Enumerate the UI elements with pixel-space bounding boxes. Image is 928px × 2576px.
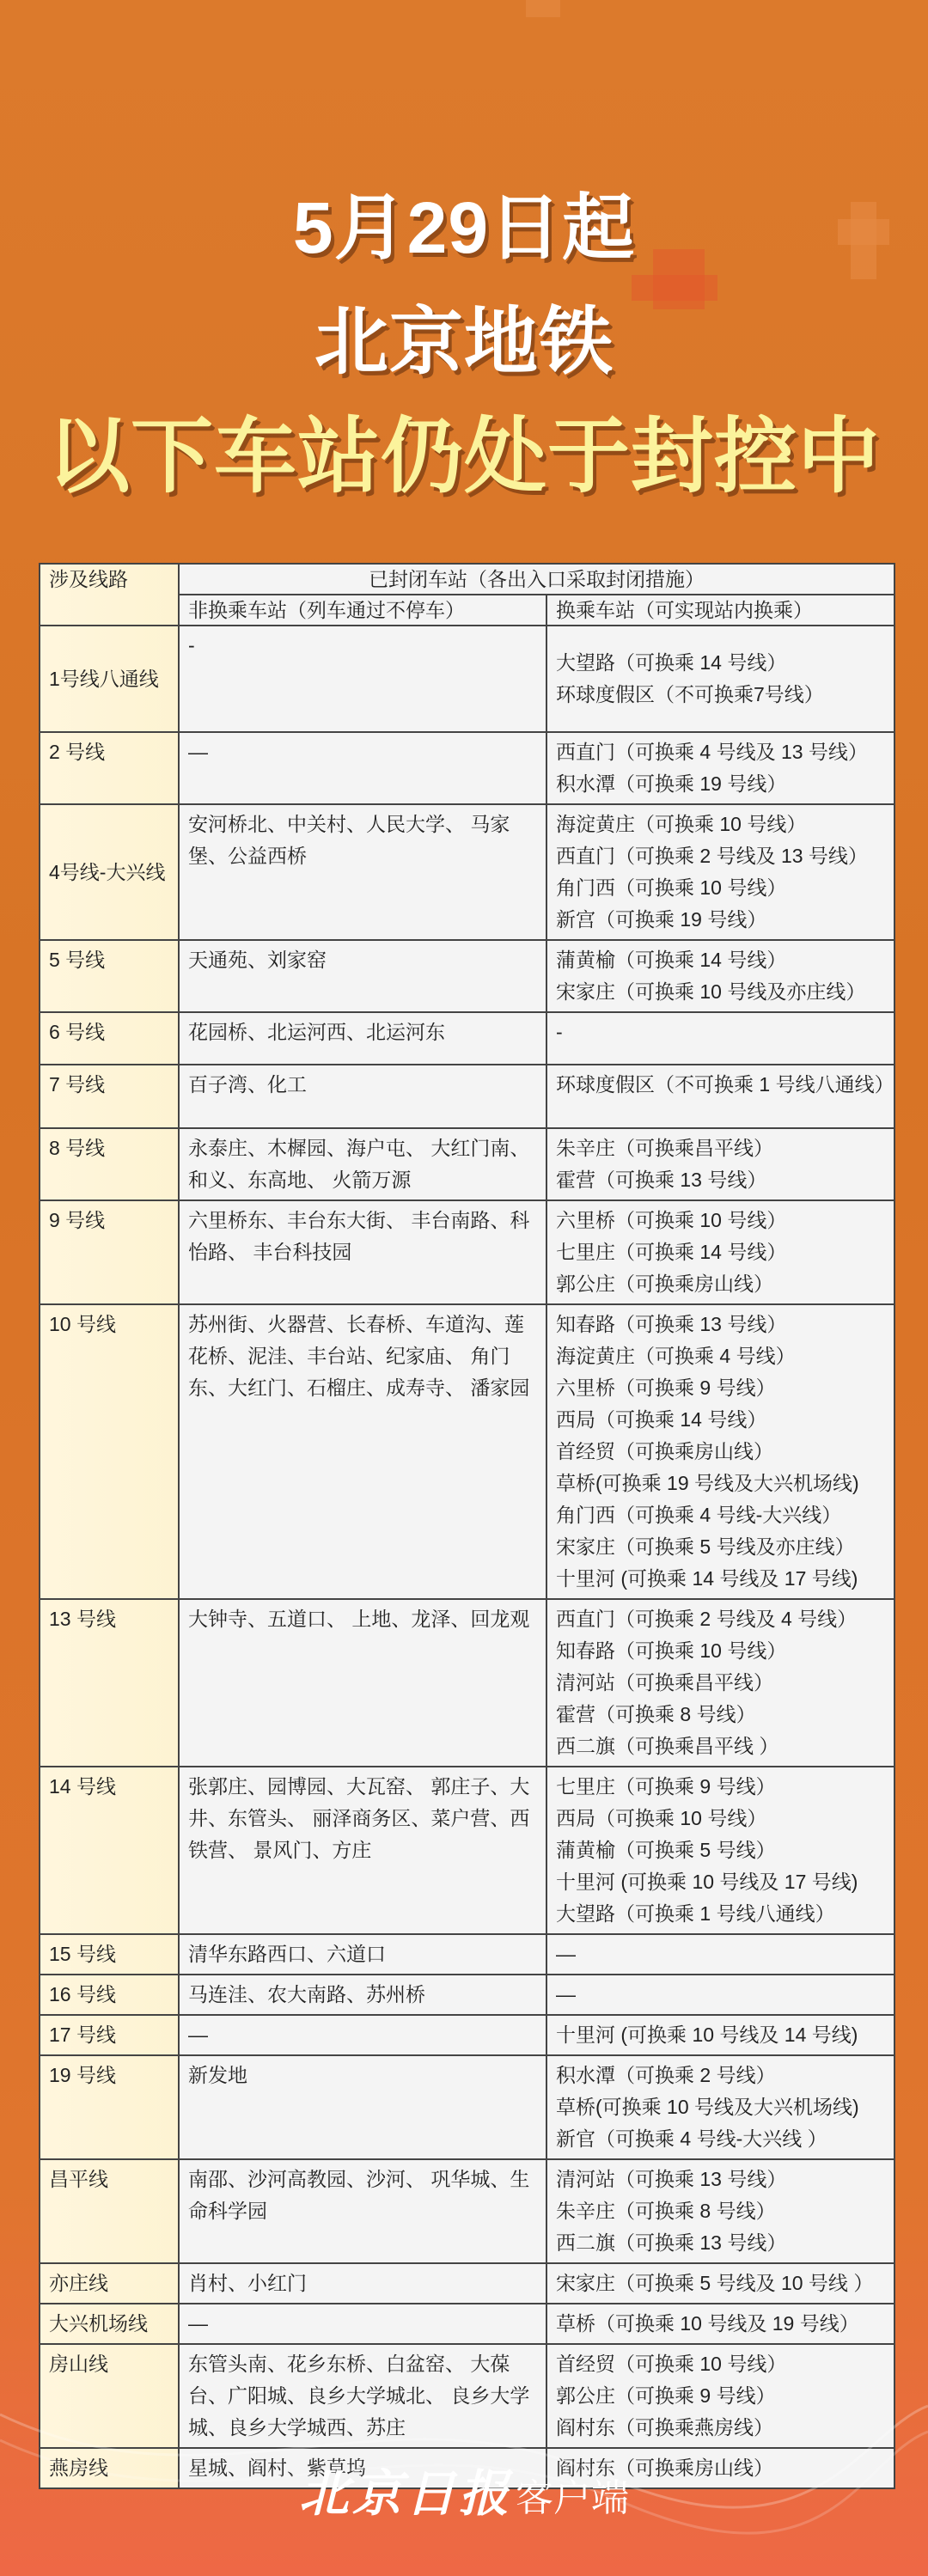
table-row [40,1012,894,1065]
non-transfer-stations: 清华东路西口、六道口 [179,1934,546,1975]
transfer-stations [546,1934,894,1975]
transfer-station: 草桥(可换乘 19 号线及大兴机场线) [556,1472,859,1494]
transfer-station: 七里庄（可换乘 14 号线） [556,1241,787,1263]
line-name: 2 号线 [40,732,179,804]
transfer-station: — [556,1983,576,2005]
transfer-station: 角门西（可换乘 10 号线） [556,876,787,899]
non-transfer-stations: 安河桥北、中关村、人民大学、 马家堡、公益西桥 [179,804,546,940]
transfer-station: 阎村东（可换乘房山线） [556,2457,773,2479]
table-row [40,2015,894,2055]
non-transfer-stations: 马连洼、农大南路、苏州桥 [179,1975,546,2015]
transfer-stations [546,1599,894,1767]
transfer-station: 宋家庄（可换乘 5 号线及亦庄线） [556,1535,855,1558]
transfer-station: 积水潭（可换乘 2 号线） [556,2064,776,2086]
transfer-station: 六里桥（可换乘 10 号线） [556,1209,787,1231]
title-date: 5月29日起 [292,187,636,268]
transfer-stations [546,2304,894,2344]
transfer-station: 清河站（可换乘 13 号线） [556,2168,787,2190]
non-transfer-stations: 六里桥东、丰台东大街、 丰台南路、科怡路、 丰台科技园 [179,1200,546,1304]
transfer-station: 蒲黄榆（可换乘 5 号线） [556,1839,776,1861]
transfer-station: 霍营（可换乘 13 号线） [556,1169,767,1191]
non-transfer-stations: 百子湾、化工 [179,1065,546,1128]
transfer-stations [546,2055,894,2159]
transfer-stations [546,1128,894,1200]
non-transfer-stations: — [179,2304,546,2344]
header-non-transfer: 非换乘车站（列车通过不停车） [179,595,546,626]
transfer-stations [546,2015,894,2055]
non-transfer-stations: 新发地 [179,2055,546,2159]
non-transfer-stations: 星城、阎村、紫草坞 [179,2448,546,2488]
table-row [40,2055,894,2159]
transfer-station: - [556,1021,563,1043]
brand-suffix: 客户端 [516,2477,629,2519]
table-row [40,2304,894,2344]
line-name: 19 号线 [40,2055,179,2159]
transfer-stations [546,1012,894,1065]
transfer-station: 郭公庄（可换乘房山线） [556,1273,773,1295]
non-transfer-stations: 东管头南、花乡东桥、白盆窑、 大葆台、广阳城、良乡大学城北、 良乡大学城、良乡大学城西、苏庄 [179,2344,546,2448]
table-row [40,1304,894,1599]
transfer-station: 新宫（可换乘 19 号线） [556,908,767,931]
transfer-station: 朱辛庄（可换乘昌平线） [556,1137,773,1159]
transfer-station: 首经贸（可换乘房山线） [556,1440,773,1462]
transfer-station: 环球度假区（不可换乘 1 号线八通线） [556,1073,894,1096]
line-name: 房山线 [40,2344,179,2448]
header-line: 涉及线路 [40,564,179,626]
non-transfer-stations: 天通苑、刘家窑 [179,940,546,1012]
line-name: 燕房线 [40,2448,179,2488]
title-headline: 以下车站仍处于封控中 [47,411,881,503]
transfer-station: 七里庄（可换乘 9 号线） [556,1775,776,1798]
table-row [40,1200,894,1304]
line-name: 9 号线 [40,1200,179,1304]
transfer-station: 清河站（可换乘昌平线） [556,1671,773,1694]
line-name: 大兴机场线 [40,2304,179,2344]
transfer-station: 大望路（可换乘 14 号线） [556,651,787,674]
table-row [40,732,894,804]
table-row [40,1128,894,1200]
transfer-station: 阎村东（可换乘燕房线） [556,2416,773,2439]
transfer-station: 西二旗（可换乘昌平线 ） [556,1735,779,1757]
line-name: 13 号线 [40,1599,179,1767]
non-transfer-stations: - [179,626,546,732]
line-name: 16 号线 [40,1975,179,2015]
transfer-station: 新官（可换乘 4 号线-大兴线 ） [556,2127,827,2150]
non-transfer-stations: 大钟寺、五道口、 上地、龙泽、回龙观 [179,1599,546,1767]
transfer-station: 西局（可换乘 14 号线） [556,1408,767,1431]
transfer-station: 积水潭（可换乘 19 号线） [556,772,787,795]
transfer-station: 西直门（可换乘 2 号线及 13 号线） [556,845,868,867]
line-name: 15 号线 [40,1934,179,1975]
line-name: 7 号线 [40,1065,179,1128]
transfer-station: 朱辛庄（可换乘 8 号线） [556,2200,776,2222]
transfer-stations [546,626,894,732]
transfer-station: 草桥（可换乘 10 号线及 19 号线） [556,2312,859,2335]
transfer-stations [546,1304,894,1599]
transfer-station: 西局（可换乘 10 号线） [556,1807,767,1829]
table-row [40,2159,894,2263]
non-transfer-stations: 张郭庄、园博园、大瓦窑、 郭庄子、大井、东管头、 丽泽商务区、菜户营、西铁营、 景风门、方庄 [179,1767,546,1934]
transfer-station: 西直门（可换乘 2 号线及 4 号线） [556,1608,858,1630]
transfer-stations [546,804,894,940]
line-name: 亦庄线 [40,2263,179,2304]
line-name: 10 号线 [40,1304,179,1599]
header-closed: 已封闭车站（各出入口采取封闭措施） [179,564,894,595]
transfer-station: 宋家庄（可换乘 5 号线及 10 号线 ） [556,2272,874,2294]
transfer-stations [546,1200,894,1304]
non-transfer-stations: 苏州街、火器营、长春桥、车道沟、莲花桥、泥洼、丰台站、纪家庙、 角门东、大红门、石榴庄、成寿寺、 潘家园 [179,1304,546,1599]
table-row [40,1934,894,1975]
non-transfer-stations: 永泰庄、木樨园、海户屯、 大红门南、和义、东高地、 火箭万源 [179,1128,546,1200]
table-row [40,1975,894,2015]
table-row [40,2263,894,2304]
closed-stations-table [39,563,895,2489]
transfer-stations [546,1065,894,1128]
non-transfer-stations: — [179,732,546,804]
line-name: 6 号线 [40,1012,179,1065]
table-row [40,1065,894,1128]
transfer-station: 知春路（可换乘 10 号线） [556,1639,787,1662]
transfer-station: 大望路（可换乘 1 号线八通线） [556,1902,835,1925]
transfer-station: 知春路（可换乘 13 号线） [556,1313,787,1335]
non-transfer-stations: — [179,2015,546,2055]
transfer-stations [546,2263,894,2304]
transfer-station: 郭公庄（可换乘 9 号线） [556,2384,776,2407]
transfer-station: 西直门（可换乘 4 号线及 13 号线） [556,741,868,763]
table-row [40,626,894,732]
line-name: 8 号线 [40,1128,179,1200]
decorative-cross [526,0,560,17]
line-name: 14 号线 [40,1767,179,1934]
transfer-stations [546,1767,894,1934]
transfer-station: 十里河 (可换乘 10 号线及 14 号线) [556,2024,858,2046]
non-transfer-stations: 南邵、沙河高教园、沙河、 巩华城、生命科学园 [179,2159,546,2263]
transfer-station: 十里河 (可换乘 14 号线及 17 号线) [556,1567,858,1590]
non-transfer-stations: 花园桥、北运河西、北运河东 [179,1012,546,1065]
line-name: 昌平线 [40,2159,179,2263]
transfer-station: 角门西（可换乘 4 号线-大兴线） [556,1504,842,1526]
header-transfer: 换乘车站（可实现站内换乘） [546,595,894,626]
transfer-station: 草桥(可换乘 10 号线及大兴机场线) [556,2096,859,2118]
line-name: 4号线-大兴线 [40,804,179,940]
transfer-station: 环球度假区（不可换乘7号线） [556,683,824,705]
transfer-stations [546,1975,894,2015]
transfer-station: 六里桥（可换乘 9 号线） [556,1377,776,1399]
brand-name: 北京日报 [298,2464,512,2523]
line-name: 5 号线 [40,940,179,1012]
transfer-station: 霍营（可换乘 8 号线） [556,1703,756,1725]
transfer-station: — [556,1943,576,1965]
table-row [40,1599,894,1767]
transfer-station: 蒲黄榆（可换乘 14 号线） [556,949,787,971]
line-name: 17 号线 [40,2015,179,2055]
transfer-station: 宋家庄（可换乘 10 号线及亦庄线） [556,980,866,1003]
transfer-station: 十里河 (可换乘 10 号线及 17 号线) [556,1871,858,1893]
table-header-row [40,564,894,595]
brand-logo [0,2453,928,2525]
non-transfer-stations: 肖村、小红门 [179,2263,546,2304]
transfer-station: 西二旗（可换乘 13 号线） [556,2231,787,2254]
table-row [40,940,894,1012]
transfer-stations [546,940,894,1012]
transfer-station: 首经贸（可换乘 10 号线） [556,2353,787,2375]
transfer-stations [546,2159,894,2263]
line-name: 1号线八通线 [40,626,179,732]
table-row [40,804,894,940]
title-subject: 北京地铁 [314,301,614,383]
table-row [40,1767,894,1934]
transfer-station: 海淀黄庄（可换乘 10 号线） [556,813,807,835]
transfer-stations [546,732,894,804]
transfer-station: 海淀黄庄（可换乘 4 号线） [556,1345,796,1367]
